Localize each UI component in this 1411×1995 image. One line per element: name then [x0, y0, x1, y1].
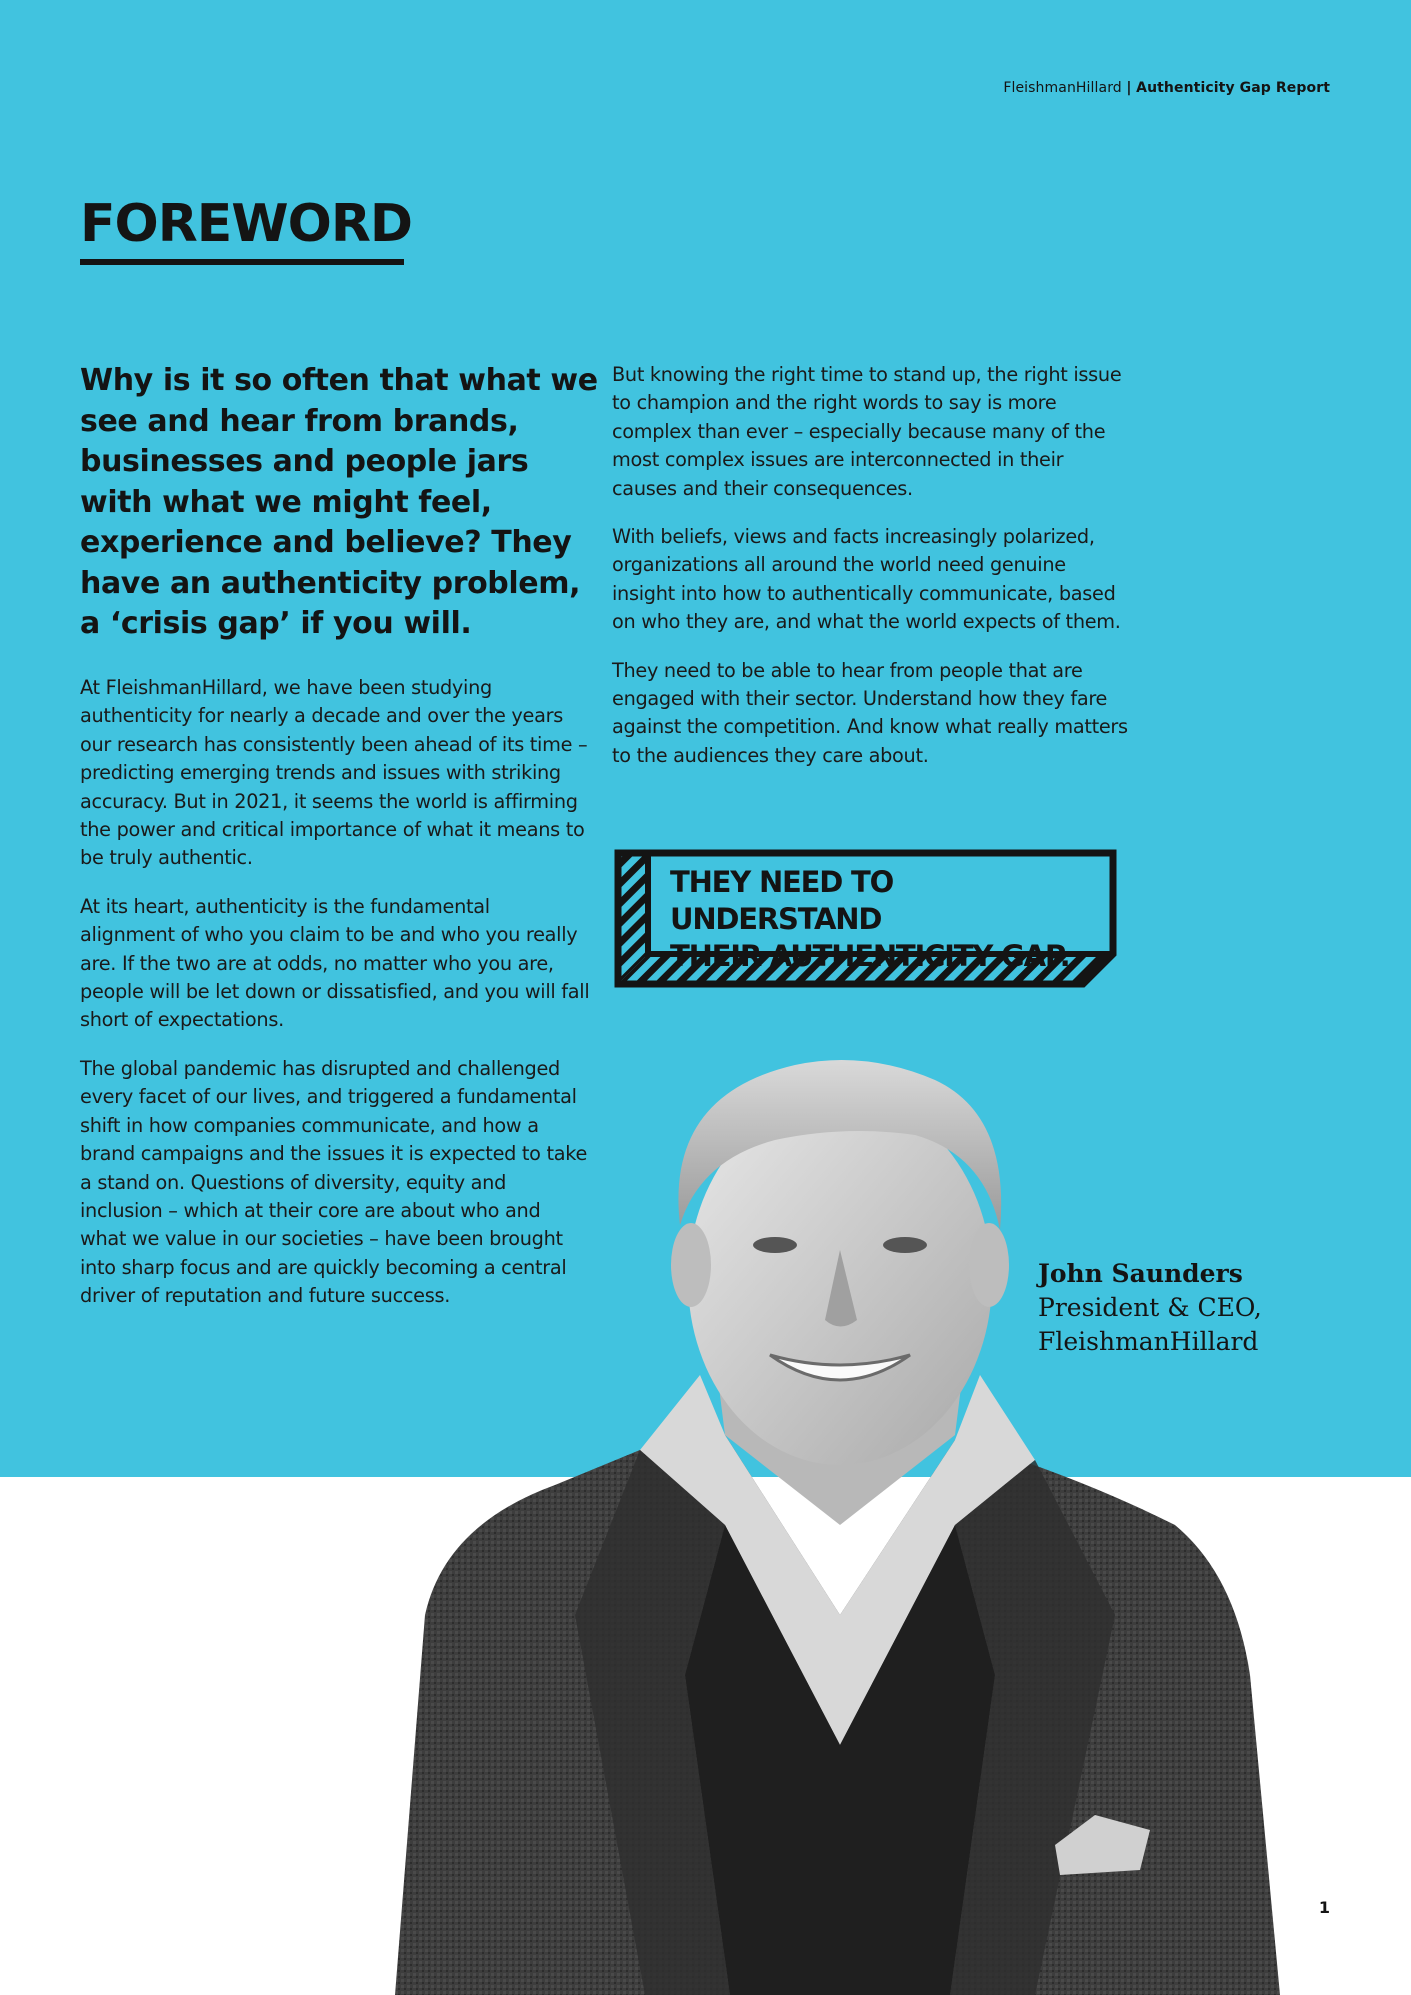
page-number: 1 [1318, 1898, 1330, 1917]
body-paragraph: They need to be able to hear from people that are engaged with their sector. Understand how they fare against the competition. And know what really matters to the audiences they care about. [612, 658, 1128, 767]
running-header [1003, 80, 1330, 96]
sweater [685, 1525, 995, 1995]
ear-left [671, 1223, 711, 1307]
body-paragraph: With beliefs, views and facts increasingly polarized, organizations all around the world need genuine insight into how to authentically communicate, based on who they are, and what the world expects of them. [612, 525, 1121, 634]
header-report-title: Authenticity Gap Report [1136, 80, 1330, 96]
header-separator: | [1126, 80, 1132, 96]
callout-line: THEY NEED TO UNDERSTAND [670, 865, 894, 936]
callout-text [670, 864, 1100, 975]
ear-right [969, 1223, 1009, 1307]
eye-right [883, 1237, 927, 1253]
body-paragraph: The global pandemic has disrupted and challenged every facet of our lives, and triggered a fundamental shift in how companies communicate, and how a brand campaigns and the issues it is expected to take a stand on. Questions of diversity, equity and inclusion – which at their core are about who and what we value in our societies – have been brought into sharp focus and are quickly becoming a central driver of reputation and future success. [80, 1056, 588, 1308]
callout-line: THEIR AUTHENTICITY GAP. [670, 939, 1070, 973]
body-paragraph: But knowing the right time to stand up, the right issue to champion and the right words to say is more complex than ever – especially because many of the most complex issues are interconnected in their causes and their consequences. [612, 363, 1122, 500]
title-underline [80, 259, 404, 265]
header-brand: FleishmanHillard [1003, 80, 1122, 96]
portrait-photo [395, 1055, 1280, 1995]
caption-organization: FleishmanHillard [1038, 1327, 1259, 1356]
right-column [612, 361, 1130, 790]
page-title: FOREWORD [80, 194, 413, 254]
portrait-caption [1038, 1257, 1262, 1359]
eye-left [753, 1237, 797, 1253]
caption-name: John Saunders [1038, 1259, 1243, 1288]
lead-paragraph: Why is it so often that what we see and hear from brands, businesses and people jars with what we might feel, experience and believe? They have an authenticity problem, a ‘crisis gap’ if you will. [80, 363, 598, 641]
caption-role: President & CEO, [1038, 1293, 1262, 1322]
body-paragraph: At its heart, authenticity is the fundamental alignment of who you claim to be and who you really are. If the two are at odds, no matter who you are, people will be let down or dissatisfied, and you will fall short of expectations. [80, 894, 590, 1032]
body-paragraph: At FleishmanHillard, we have been studying authenticity for nearly a decade and over the years our research has consistently been ahead of its time – predicting emerging trends and issues with striking accuracy. But in 2021, it seems the world is affirming the power and critical importance of what it means to be truly authentic. [80, 676, 588, 870]
callout-box [612, 847, 1119, 989]
